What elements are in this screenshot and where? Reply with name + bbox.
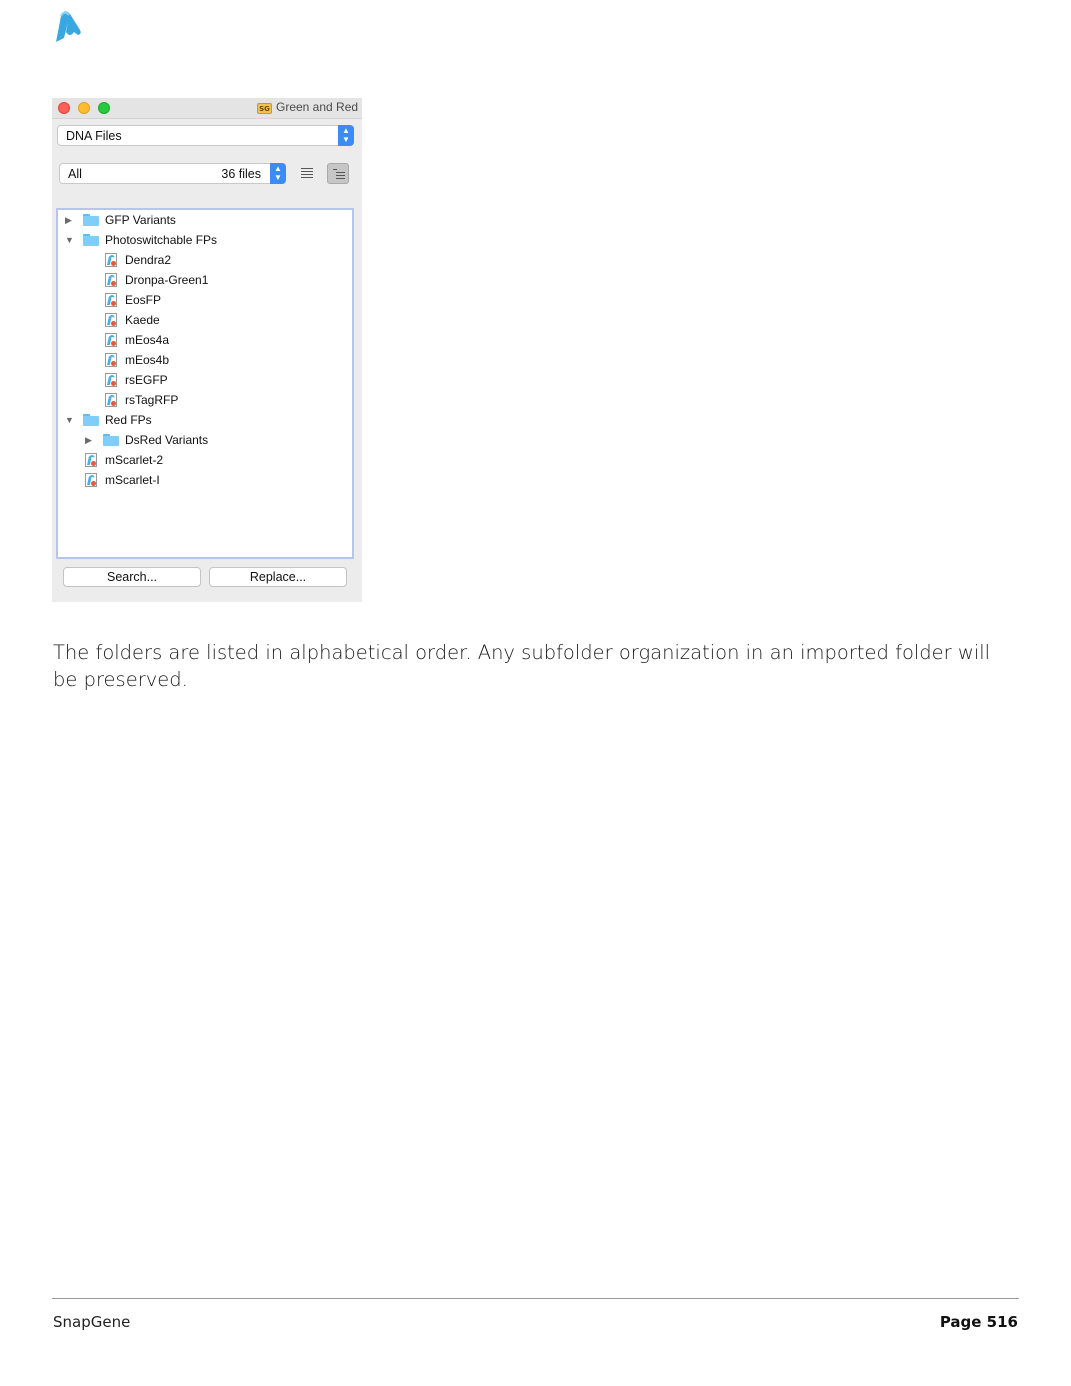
dna-file-icon [105, 353, 117, 367]
list-view-button[interactable] [296, 163, 318, 184]
dna-file-icon [105, 253, 117, 267]
disclosure-collapsed-icon[interactable]: ▶ [85, 435, 92, 445]
dna-file-icon [105, 293, 117, 307]
dna-file-icon [105, 333, 117, 347]
tree-file-rsegfp[interactable] [58, 371, 352, 389]
search-button[interactable]: Search... [63, 567, 201, 587]
tree-item-label: EosFP [125, 293, 162, 307]
tree-file-eosfp[interactable] [58, 291, 352, 309]
tree-folder-dsred-variants[interactable] [58, 431, 352, 449]
disclosure-collapsed-icon[interactable]: ▶ [65, 215, 72, 225]
title-bar [52, 98, 362, 119]
tree-item-label: mScarlet-I [105, 473, 160, 487]
tree-item-label: Photoswitchable FPs [105, 233, 218, 247]
tree-file-meos4a[interactable] [58, 331, 352, 349]
tree-folder-gfp-variants[interactable] [58, 211, 352, 229]
tree-item-label: rsEGFP [125, 373, 168, 387]
tree-item-label: mEos4a [125, 333, 170, 347]
close-window-button[interactable] [58, 102, 70, 114]
body-paragraph: The folders are listed in alphabetical order. Any subfolder organization in an imported folder will be preserved. [53, 641, 991, 691]
folder-icon [83, 234, 99, 246]
minimize-window-button[interactable] [78, 102, 90, 114]
tree-item-label: GFP Variants [105, 213, 176, 227]
disclosure-expanded-icon[interactable]: ▼ [65, 235, 74, 245]
tree-file-mscarlet-i[interactable] [58, 471, 352, 489]
tree-item-label: Dronpa-Green1 [125, 273, 209, 287]
footer-product-name: SnapGene [53, 1313, 131, 1331]
snapgene-logo-icon [52, 8, 86, 44]
tree-folder-red-fps[interactable] [58, 411, 352, 429]
snapgene-window-screenshot [52, 98, 362, 602]
tree-item-label: Kaede [125, 313, 160, 327]
tree-folder-photoswitchable-fps[interactable] [58, 231, 352, 249]
tree-item-label: Red FPs [105, 413, 152, 427]
replace-button[interactable]: Replace... [209, 567, 347, 587]
tree-item-label: rsTagRFP [125, 393, 179, 407]
dna-file-icon [105, 373, 117, 387]
dna-file-icon [85, 473, 97, 487]
dna-file-icon [105, 313, 117, 327]
folder-icon [83, 414, 99, 426]
page-number: Page 516 [939, 1313, 1018, 1331]
chevron-updown-icon: ▲ ▼ [338, 125, 354, 146]
file-count: 36 files [221, 167, 261, 181]
tree-file-dronpa-green1[interactable] [58, 271, 352, 289]
window-title: Green and Red [276, 100, 359, 114]
tree-file-meos4b[interactable] [58, 351, 352, 369]
tree-item-label: mScarlet-2 [105, 453, 164, 467]
tree-view-icon [333, 169, 345, 181]
dna-file-icon [105, 273, 117, 287]
dna-file-icon [85, 453, 97, 467]
dna-file-icon [105, 393, 117, 407]
tree-file-dendra2[interactable] [58, 251, 352, 269]
tree-item-label: DsRed Variants [125, 433, 209, 447]
file-tree[interactable] [56, 208, 354, 559]
list-view-icon [301, 168, 313, 180]
disclosure-expanded-icon[interactable]: ▼ [65, 415, 74, 425]
filter-select-value: All [68, 167, 82, 181]
zoom-window-button[interactable] [98, 102, 110, 114]
collection-select-value: DNA Files [66, 129, 122, 143]
tree-item-label: Dendra2 [125, 253, 172, 267]
tree-file-mscarlet-2[interactable] [58, 451, 352, 469]
collection-select[interactable] [57, 125, 354, 146]
tree-item-label: mEos4b [125, 353, 170, 367]
document-icon: SG [257, 103, 272, 114]
filter-select[interactable] [59, 163, 286, 184]
tree-view-button[interactable] [327, 163, 349, 184]
chevron-updown-icon: ▲ ▼ [270, 163, 286, 184]
folder-icon [103, 434, 119, 446]
tree-file-kaede[interactable] [58, 311, 352, 329]
tree-file-rstagrfp[interactable] [58, 391, 352, 409]
folder-icon [83, 214, 99, 226]
footer-divider [52, 1298, 1019, 1299]
